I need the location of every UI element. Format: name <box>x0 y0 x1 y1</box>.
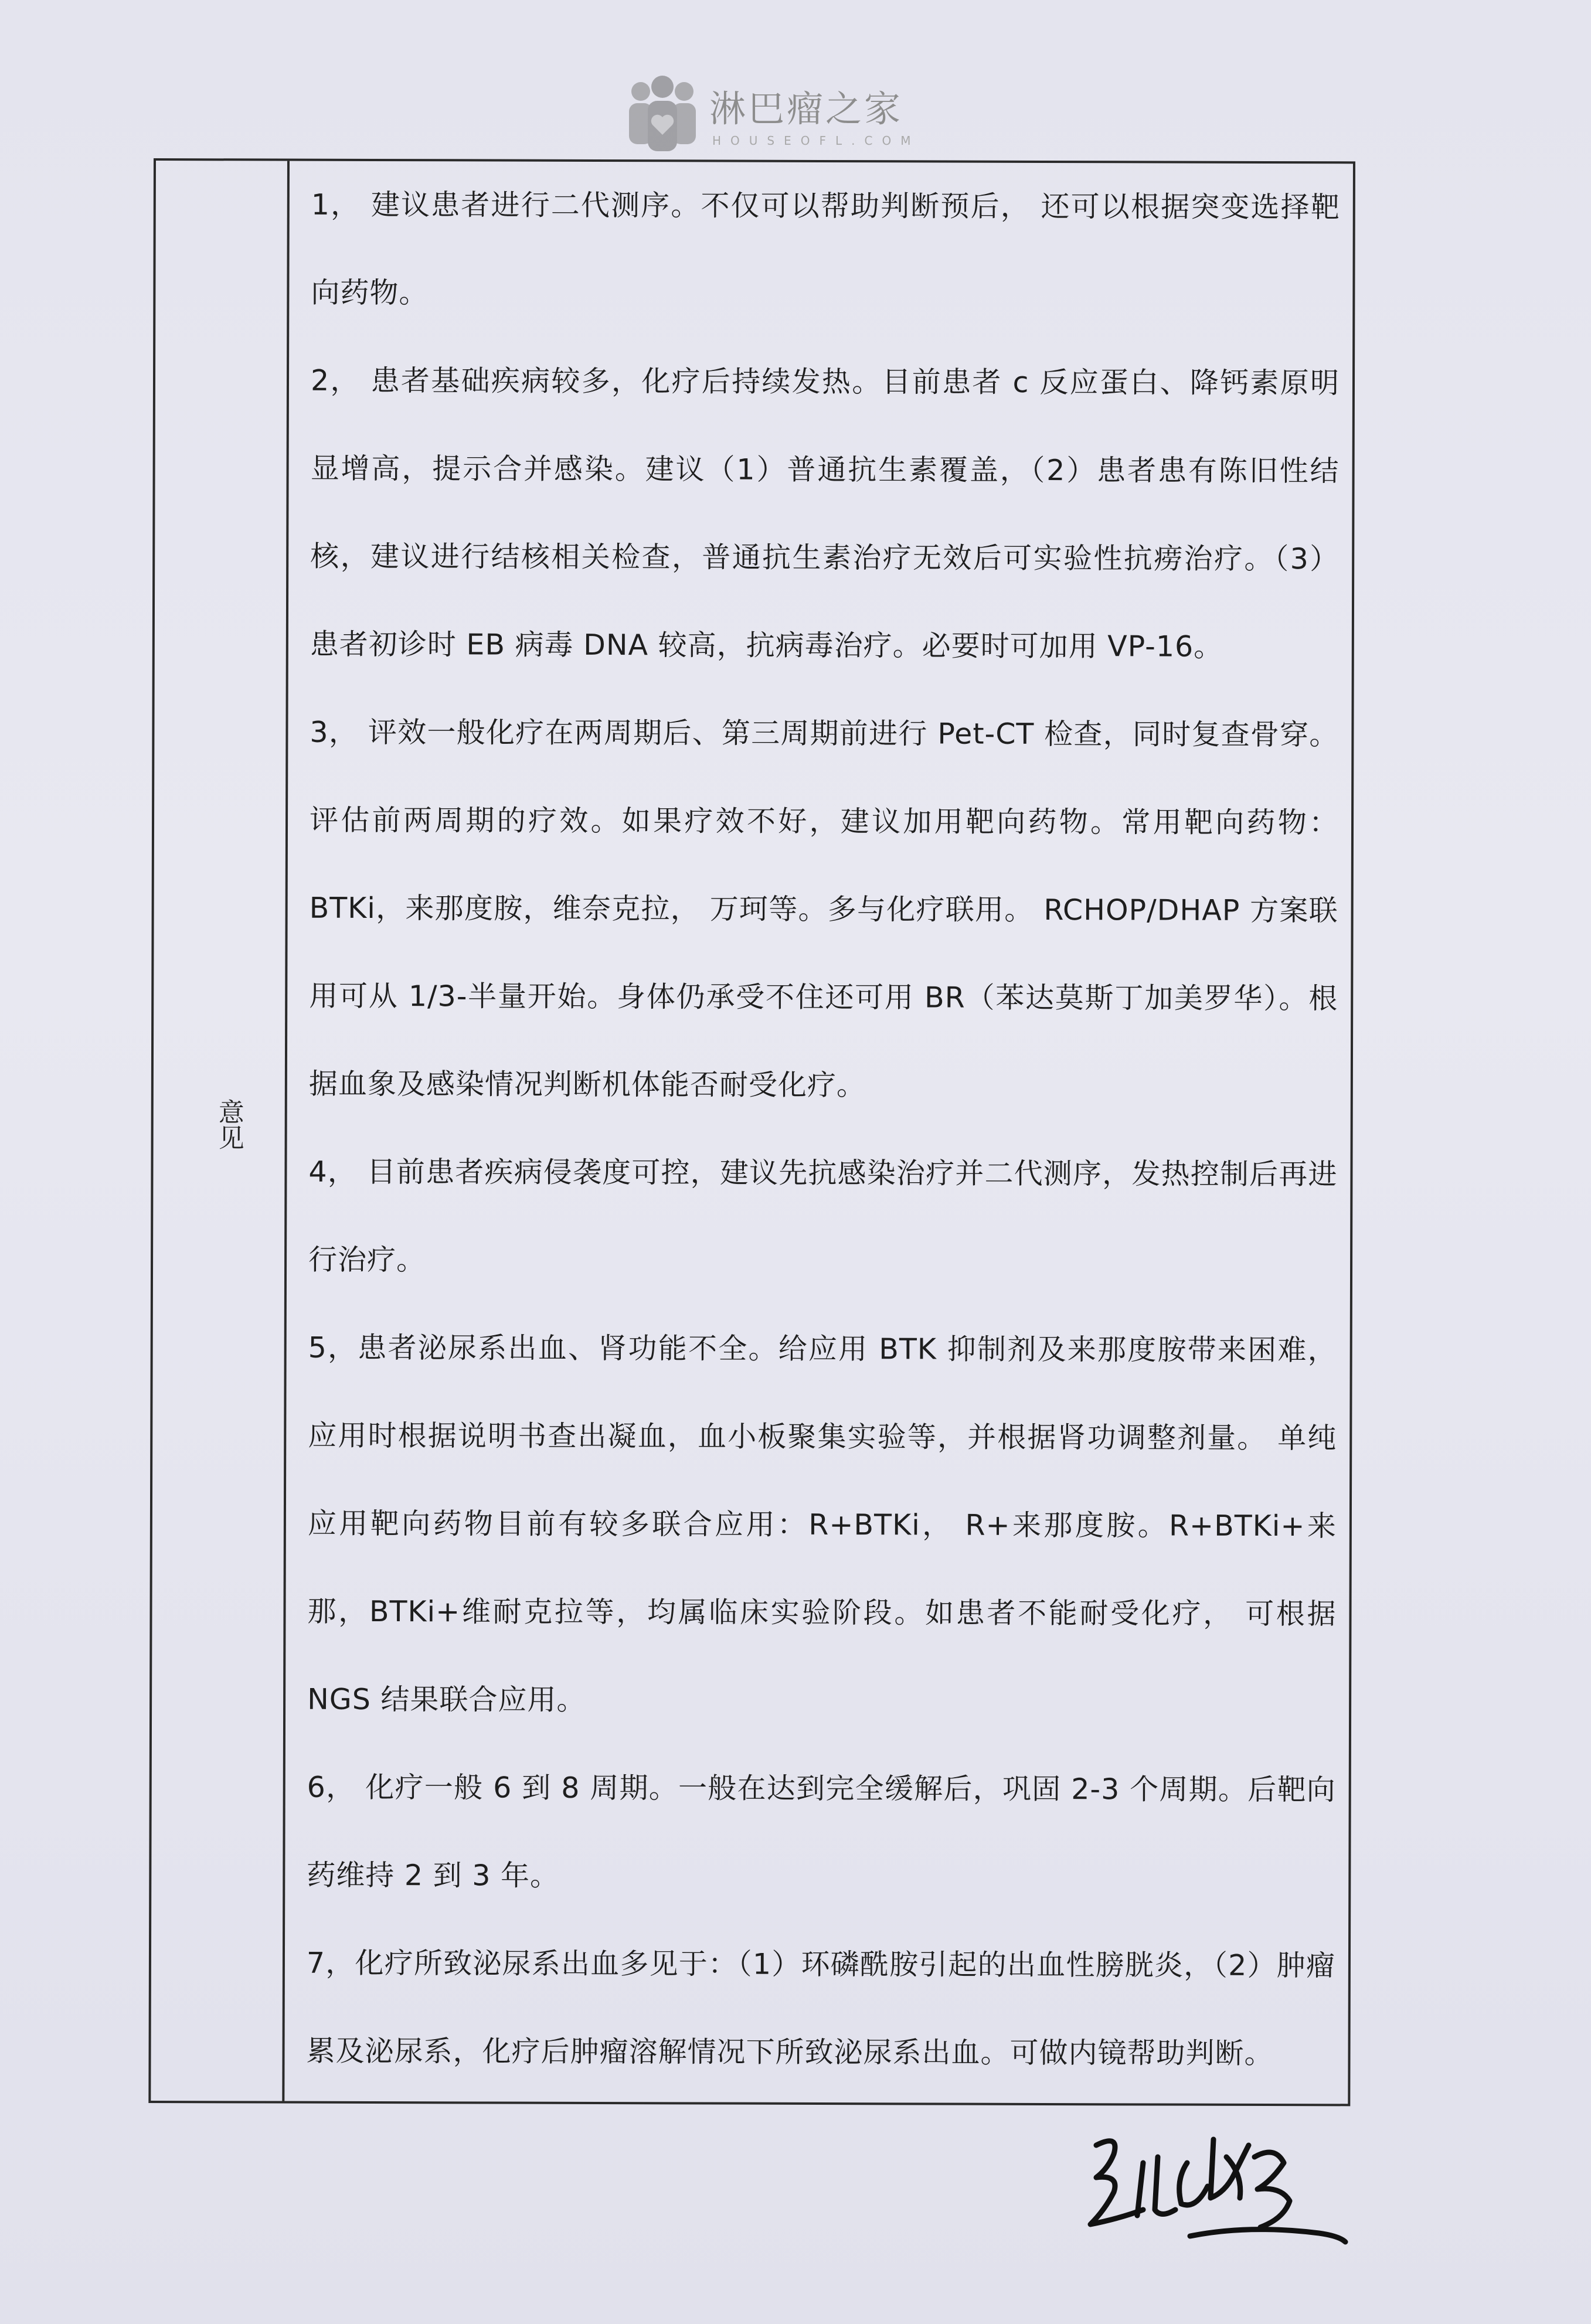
opinion-paragraph-7: 7，化疗所致泌尿系出血多见于：（1）环磷酰胺引起的出血性膀胱炎，（2）肿瘤累及泌尿系，化疗后肿瘤溶解情况下所致泌尿系出血。可做内镜帮助判断。 <box>306 1946 1336 2071</box>
watermark-title: 淋巴瘤之家 <box>709 87 903 130</box>
opinion-paragraph-1: 1， 建议患者进行二代测序。不仅可以帮助判断预后， 还可以根据突变选择靶向药物。 <box>311 188 1340 310</box>
opinion-table <box>148 158 1355 2106</box>
watermark-subtitle: HOUSEOFL.COM <box>712 134 920 148</box>
opinion-paragraph-4: 4， 目前患者疾病侵袭度可控，建议先抗感染治疗并二代测序，发热控制后再进行治疗。 <box>308 1155 1338 1277</box>
opinion-paragraph-3: 3， 评效一般化疗在两周期后、第三周期前进行 Pet-CT 检查，同时复查骨穿。评估前两周期的疗效。如果疗效不好，建议加用靶向药物。常用靶向药物：BTKi，来那度胺，维奈克拉， 万珂等。多与化疗联用。 RCHOP/DHAP 方案联用可从 1/3-半量开始。身体仍承受不住还可用 BR（苯达莫斯丁加美罗华）。根据血象及感染情况判断机体能否耐受化疗。 <box>308 715 1339 1103</box>
opinion-label: 意见 <box>213 1098 244 1151</box>
people-heart-icon <box>618 69 706 157</box>
opinion-paragraph-2: 2， 患者基础疾病较多，化疗后持续发热。目前患者 c 反应蛋白、降钙素原明显增高，提示合并感染。建议（1）普通抗生素覆盖，（2）患者患有陈旧性结核，建议进行结核相关检查，普通抗生素治疗无效后可实验性抗痨治疗。（3）患者初诊时 EB 病毒 DNA 较高，抗病毒治疗。必要时可加用 VP-16。 <box>310 363 1340 663</box>
opinion-paragraph-5: 5，患者泌尿系出血、肾功能不全。给应用 BTK 抑制剂及来那度胺带来困难，应用时根据说明书查出凝血，血小板聚集实验等，并根据肾功调整剂量。 单纯应用靶向药物目前有较多联合应用：R+BTKi， R+来那度胺。R+BTKi+来那，BTKi+维耐克拉等，均属临床实验阶段。如患者不能耐受化疗， 可根据 NGS 结果联合应用。 <box>307 1331 1337 1717</box>
label-column <box>151 161 290 2101</box>
watermark <box>618 69 920 157</box>
opinion-content <box>306 161 1340 2098</box>
opinion-paragraph-6: 6， 化疗一般 6 到 8 周期。一般在达到完全缓解后，巩固 2-3 个周期。后靶向药维持 2 到 3 年。 <box>307 1770 1336 1893</box>
signature <box>1073 2122 1354 2268</box>
